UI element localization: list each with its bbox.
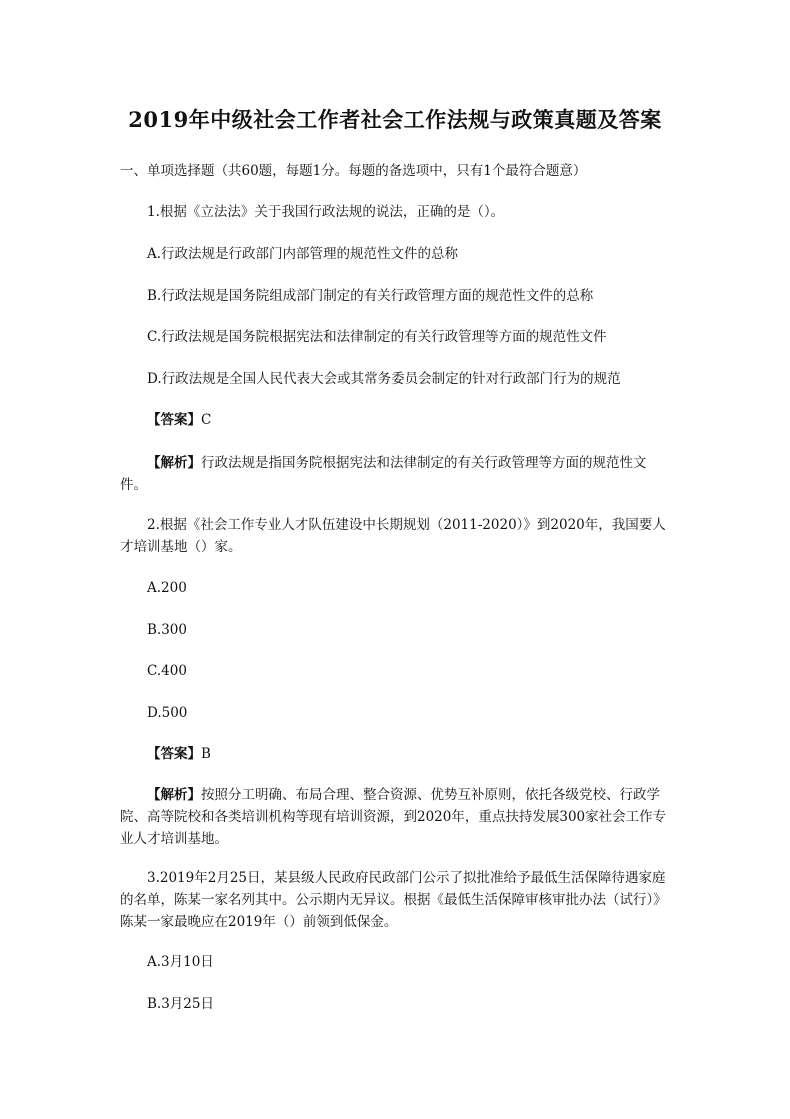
- q1-option-a: A.行政法规是行政部门内部管理的规范性文件的总称: [147, 246, 459, 262]
- q2-stem: 2.根据《社会工作专业人才队伍建设中长期规划（2011-2020）》到2020年，我国要人才培训基地（）家。: [120, 517, 666, 555]
- q3-stem: 3.2019年2月25日，某县级人民政府民政部门公示了拟批准给予最低生活保障待遇家庭的名单，陈某一家名列其中。公示期内无异议。根据《最低生活保障审核审批办法（试行）》陈某一家最晚应在2019年（）前领到低保金。: [120, 870, 667, 930]
- q2-option-d: D.500: [147, 705, 188, 721]
- q1-option-c: C.行政法规是国务院根据宪法和法律制定的有关行政管理等方面的规范性文件: [147, 329, 607, 345]
- analysis-text: 按照分工明确、布局合理、整合资源、优势互补原则，依托各级党校、行政学院、高等院校和各类培训机构等现有培训资源，到2020年，重点扶持发展300家社会工作专业人才培训基地。: [120, 787, 667, 847]
- analysis-text: 行政法规是指国务院根据宪法和法律制定的有关行政管理等方面的规范性文件。: [120, 455, 647, 493]
- q2-option-b: B.300: [147, 622, 187, 638]
- q1-stem: 1.根据《立法法》关于我国行政法规的说法，正确的是（）。: [147, 204, 505, 220]
- answer-value: C: [201, 412, 212, 428]
- answer-value: B: [201, 746, 211, 762]
- q2-option-a: A.200: [147, 580, 187, 596]
- q1-answer: [147, 409, 211, 431]
- q1-option-b: B.行政法规是国务院组成部门制定的有关行政管理方面的规范性文件的总称: [147, 288, 594, 304]
- analysis-label: 【解析】: [147, 787, 201, 803]
- answer-label: 【答案】: [147, 746, 201, 762]
- q2-analysis: [120, 784, 670, 850]
- section-heading: 一、单项选择题（共60题，每题1分。每题的备选项中，只有1个最符合题意）: [120, 163, 587, 179]
- answer-label: 【答案】: [147, 412, 201, 428]
- analysis-label: 【解析】: [147, 455, 201, 471]
- q1-analysis: [120, 452, 670, 496]
- q1-option-d: D.行政法规是全国人民代表大会或其常务委员会制定的针对行政部门行为的规范: [147, 371, 621, 387]
- q3-option-a: A.3月10日: [147, 954, 214, 970]
- q3-option-b: B.3月25日: [147, 996, 214, 1012]
- q2-answer: [147, 743, 211, 765]
- q2-option-c: C.400: [147, 663, 187, 679]
- document-title: 2019年中级社会工作者社会工作法规与政策真题及答案: [128, 107, 662, 132]
